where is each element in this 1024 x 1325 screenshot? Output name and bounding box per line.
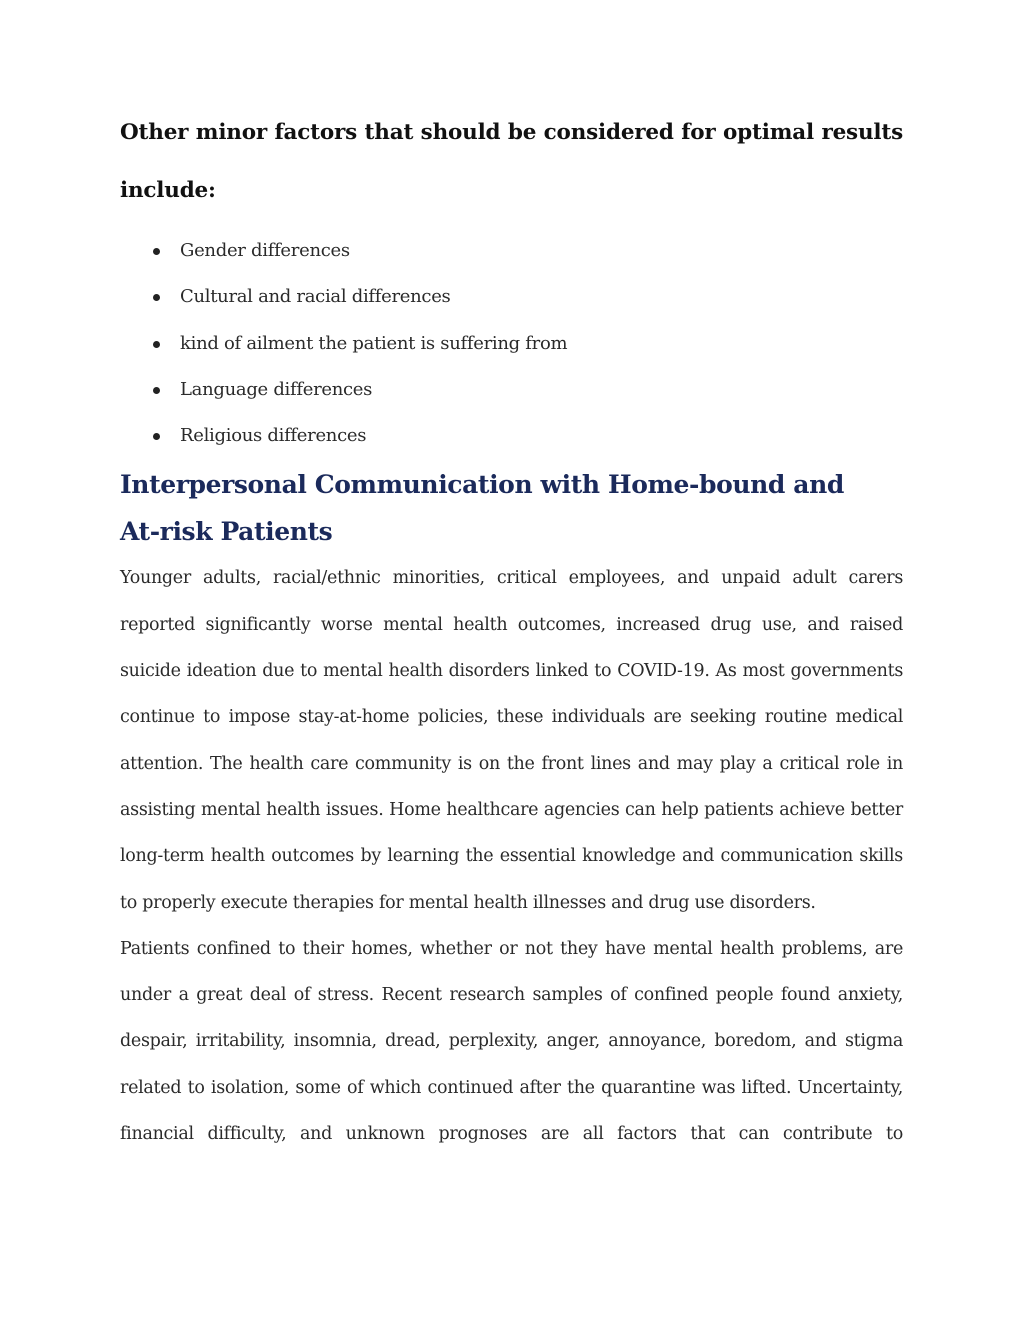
bullet-icon	[153, 433, 160, 440]
list-item-label: Cultural and racial differences	[180, 286, 451, 308]
list-item-label: Religious differences	[180, 425, 367, 447]
bullet-icon	[153, 294, 160, 301]
body-paragraph-2: Patients confined to their homes, whether or not they have mental health problems, are under a great deal of stress. Recent research samples of confined people found anxiety, despair, irritability, insomnia, dread, perplexity, anger, annoyance, boredom, and stigma related to isolation, some of which continued after the quarantine was lifted. Uncertainty, financial difficulty, and unknown prognoses are all factors that can contribute to	[120, 938, 903, 1145]
list-item	[120, 321, 903, 367]
body-paragraph-1: Younger adults, racial/ethnic minorities, critical employees, and unpaid adult carers reported significantly worse mental health outcomes, increased drug use, and raised suicide ideation due to mental health disorders linked to COVID-19. As most governments continue to impose stay-at-home policies, these individuals are seeking routine medical attention. The health care community is on the front lines and may play a critical role in assisting mental health issues. Home healthcare agencies can help patients achieve better long-term health outcomes by learning the essential knowledge and communication skills to properly execute therapies for mental health illnesses and drug use disorders.	[120, 568, 903, 913]
list-item-label: Language differences	[180, 378, 373, 400]
document-page	[120, 104, 903, 1157]
list-item	[120, 274, 903, 320]
list-item-label: kind of ailment the patient is suffering from	[180, 332, 568, 354]
section-heading	[120, 461, 903, 555]
list-item-label: Gender differences	[180, 240, 350, 261]
list-item	[120, 367, 903, 413]
factors-list	[120, 228, 903, 459]
list-item	[120, 228, 903, 274]
bullet-icon	[153, 341, 160, 348]
intro-paragraph: Other minor factors that should be considered for optimal results include:	[120, 120, 903, 203]
bullet-icon	[153, 248, 160, 255]
section-heading-line-1: Interpersonal Communication with Home-bound and	[120, 470, 844, 500]
list-item	[120, 413, 903, 459]
bullet-icon	[153, 387, 160, 394]
section-heading-line-2: At-risk Patients	[120, 517, 333, 547]
